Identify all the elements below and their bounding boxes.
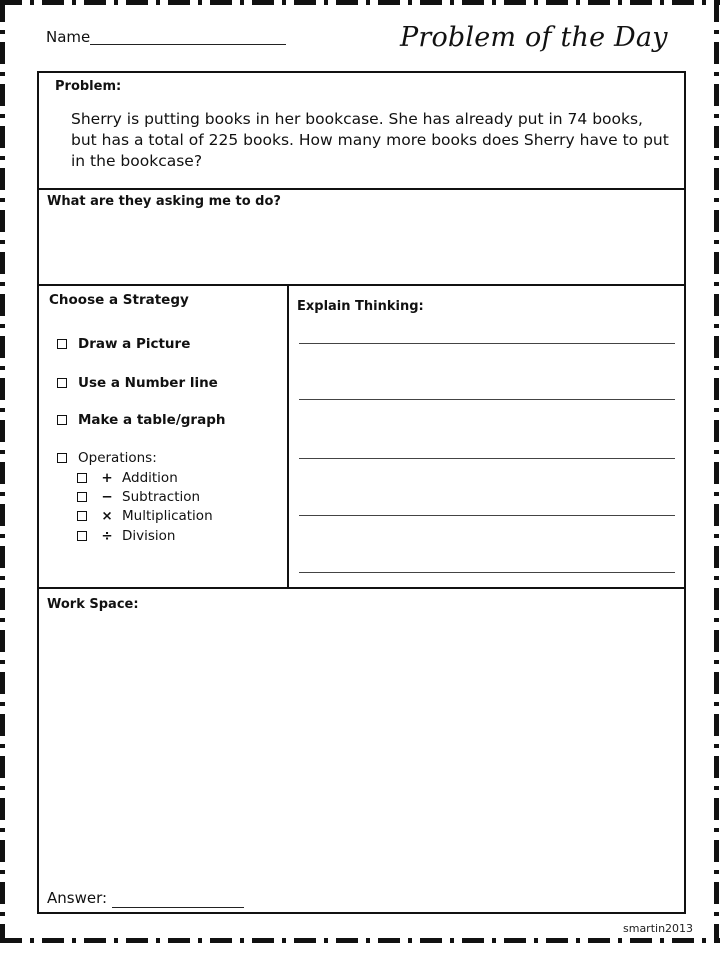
page-border-top	[0, 0, 720, 5]
explain-line[interactable]	[299, 458, 675, 459]
operation-label: Division	[122, 528, 176, 544]
multiply-icon: ×	[101, 508, 113, 524]
strategy-option-operations[interactable]	[57, 450, 157, 466]
credit-text: smartin2013	[623, 922, 694, 935]
explain-line[interactable]	[299, 399, 675, 400]
strategy-section	[37, 284, 289, 589]
checkbox[interactable]	[57, 453, 67, 463]
problem-label: Problem:	[55, 79, 122, 94]
page-border-bottom	[0, 938, 720, 943]
name-field[interactable]	[90, 44, 286, 45]
option-label: Draw a Picture	[78, 336, 191, 352]
operation-label: Subtraction	[122, 489, 201, 505]
page-border-left	[0, 0, 5, 943]
problem-text: Sherry is putting books in her bookcase. She has already put in 74 books, but has a total of 225 books. How many more books does Sherry have to put in the bookcase?	[71, 110, 669, 170]
option-label: Use a Number line	[78, 375, 218, 391]
ask-section[interactable]	[37, 188, 686, 286]
explain-section	[287, 284, 686, 589]
checkbox[interactable]	[57, 415, 67, 425]
option-label: Make a table/graph	[78, 412, 226, 428]
strategy-label: Choose a Strategy	[49, 292, 189, 308]
operation-multiplication[interactable]	[77, 508, 213, 524]
strategy-option-number-line[interactable]	[57, 375, 218, 391]
explain-line[interactable]	[299, 343, 675, 344]
work-label: Work Space:	[47, 597, 139, 612]
strategy-option-table[interactable]	[57, 412, 225, 428]
checkbox[interactable]	[77, 531, 87, 541]
answer-field[interactable]	[112, 907, 244, 908]
answer-label: Answer:	[47, 889, 108, 907]
problem-section	[37, 71, 686, 190]
checkbox[interactable]	[57, 339, 67, 349]
page-title: Problem of the Day	[400, 22, 668, 53]
page-border-right	[714, 0, 719, 943]
ask-label: What are they asking me to do?	[47, 194, 281, 209]
work-section[interactable]	[37, 587, 686, 914]
operation-division[interactable]	[77, 528, 176, 544]
explain-line[interactable]	[299, 572, 675, 573]
operation-label: Addition	[122, 470, 178, 486]
divide-icon: ÷	[101, 528, 113, 544]
explain-label: Explain Thinking:	[297, 299, 424, 314]
operation-label: Multiplication	[122, 508, 213, 524]
operation-addition[interactable]	[77, 470, 178, 486]
checkbox[interactable]	[77, 511, 87, 521]
operation-subtraction[interactable]	[77, 489, 200, 505]
checkbox[interactable]	[57, 378, 67, 388]
strategy-option-picture[interactable]	[57, 336, 190, 352]
option-label: Operations:	[78, 450, 157, 466]
plus-icon: +	[101, 470, 113, 486]
checkbox[interactable]	[77, 473, 87, 483]
checkbox[interactable]	[77, 492, 87, 502]
explain-line[interactable]	[299, 515, 675, 516]
name-label: Name	[46, 28, 91, 46]
minus-icon: −	[101, 489, 113, 505]
